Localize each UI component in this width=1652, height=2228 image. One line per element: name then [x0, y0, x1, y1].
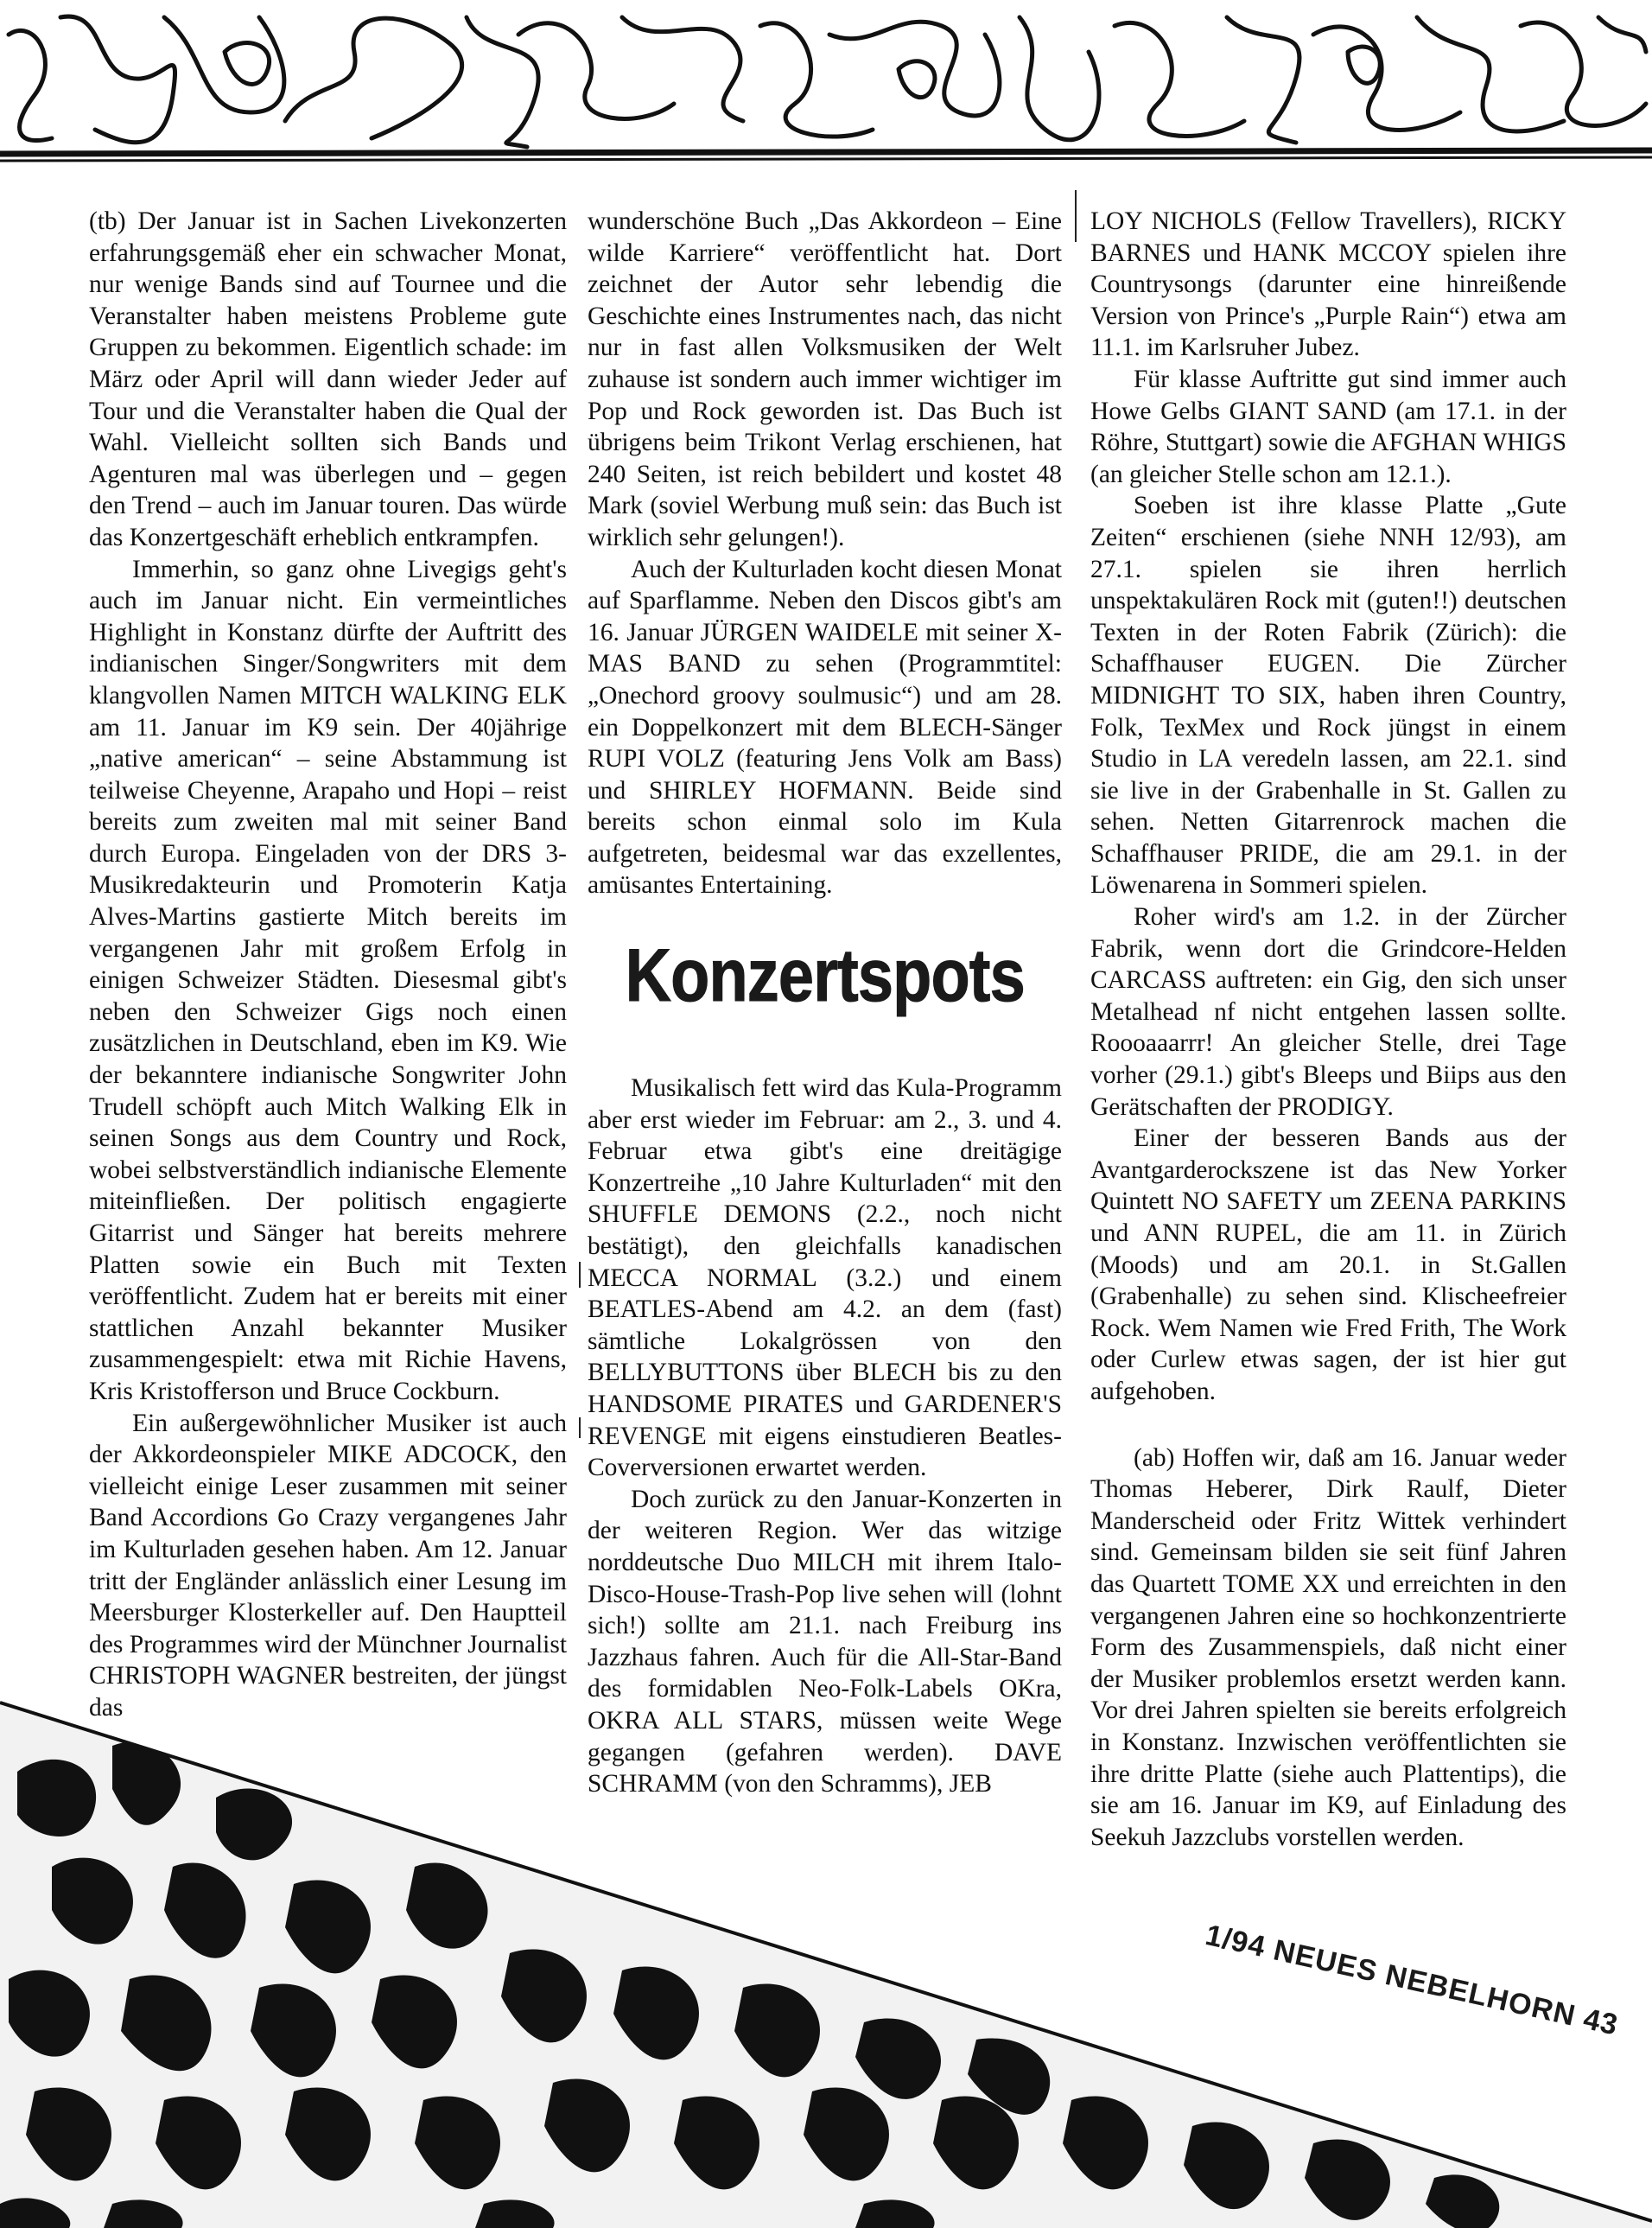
- column-rule-right: [1075, 190, 1077, 242]
- paragraph: Für klasse Auftritte gut sind immer auch Howe Gelbs GIANT SAND (am 17.1. in der Röhre, Stuttgart) sowie die AFGHAN WHIGS (an gleicher Stelle schon am 12.1.).: [1090, 365, 1566, 488]
- column-rule-left: [579, 1262, 581, 1288]
- paragraph: Musikalisch fett wird das Kula-Programm aber erst wieder im Februar: am 2., 3. und 4. Februar etwa gibt's eine dreitägige Konzertreihe „10 Jahre Kulturladen“ mit den SHUFFLE DEMONS (2.2., noch nicht bestätigt), den gleichfalls kanadischen MECCA NORMAL (3.2.) und einem BEATLES-Abend am 4.2. an dem (fast) sämtliche Lokalgrössen von den BELLYBUTTONS über BLECH bis zu den HANDSOME PIRATES und GARDENER'S REVENGE mit eigens einstudieren Beatles-Coverversionen erwartet werden.: [588, 1074, 1062, 1482]
- paragraph: LOY NICHOLS (Fellow Travellers), RICKY BARNES und HANK MCCOY spielen ihre Countrysongs (darunter eine hinreißende Version von Prince's „Purple Rain“) etwa am 11.1. im Karlsruher Jubez.: [1090, 207, 1566, 362]
- paragraph: (ab) Hoffen wir, daß am 16. Januar weder Thomas Heberer, Dirk Raulf, Dieter Manderscheid oder Fritz Wittek verhindert sind. Gemeinsam bilden sie seit fünf Jahren das Quartett TOME XX und erreichten in den vergangenen Jahren eine so hochkonzentrierte Form des Zusammenspiels, daß nicht einer der Musiker problemlos ersetzt werden kann. Vor drei Jahren spielten sie bereits erfolgreich in Konstanz. Inzwischen veröffentlichten sie ihre dritte Platte (siehe auch Plattentips), die sie am 16. Januar im K9, auf Einladung des Seekuh Jazzclubs vorstellen werden.: [1090, 1443, 1566, 1851]
- section-heading: Konzertspots: [625, 934, 1025, 1018]
- section-heading-wrap: [588, 933, 1062, 1019]
- paragraph: Roher wird's am 1.2. in der Zürcher Fabrik, wenn dort die Grindcore-Helden CARCASS auftreten: ein Gig, den sich unser Metalhead nf nicht entgehen lassen sollte. Roooaaarrr! An gleicher Stelle, drei Tage vorher (29.1.) gibt's Bleeps und Biips aus den Gerätschaften der PRODIGY.: [1090, 903, 1566, 1121]
- column-rule-left-lower: [579, 1417, 581, 1438]
- paragraph: Einer der besseren Bands aus der Avantgarderockszene ist das New Yorker Quintett NO SAFETY um ZEENA PARKINS und ANN RUPEL, die am 11. in Zürich (Moods) und am 20.1. in St.Gallen (Grabenhalle) zu sehen sind. Klischeefreier Rock. Wem Namen wie Fred Frith, The Work oder Curlew etwas sagen, der ist hier gut aufgehoben.: [1090, 1124, 1566, 1405]
- header-squiggle-art: [0, 0, 1652, 173]
- paragraph: Auch der Kulturladen kocht diesen Monat auf Sparflamme. Neben den Discos gibt's am 16. Januar JÜRGEN WAIDELE mit seiner X-MAS BAND zu sehen (Programmtitel: „Onechord groovy soulmusic“) und am 28. ein Doppelkonzert mit dem BLECH-Sänger RUPI VOLZ (featuring Jens Volk am Bass) und SHIRLEY HOFMANN. Beide sind bereits schon einmal solo im Kula aufgetreten, beidesmal war das exzellentes, amüsantes Entertaining.: [588, 555, 1062, 900]
- article-column-1: [89, 206, 567, 1724]
- article-column-2: [588, 206, 1062, 1800]
- paragraph: Soeben ist ihre klasse Platte „Gute Zeiten“ erschienen (siehe NNH 12/93), am 27.1. spielen sie ihren herrlich unspektakulären Rock mit (guten!!) deutschen Texten in der Roten Fabrik (Zürich): die Schaffhauser EUGEN. Die Zürcher MIDNIGHT TO SIX, haben ihren Country, Folk, TexMex und Rock jüngst in einem Studio in LA veredeln lassen, am 22.1. sind sie live in der Grabenhalle in St. Gallen zu sehen. Netten Gitarrenrock machen die Schaffhauser PRIDE, die am 29.1. in der Löwenarena in Sommeri spielen.: [1090, 492, 1566, 900]
- page-folio: 1/94 NEUES NEBELHORN 43: [1202, 1919, 1622, 2042]
- paragraph: wunderschöne Buch „Das Akkordeon – Eine wilde Karriere“ veröffentlicht hat. Dort zeichnet der Autor sehr lebendig die Geschichte eines Instrumentes nach, das nicht nur in fast allen Volksmusiken der Welt zuhause ist sondern auch immer wichtiger im Pop und Rock geworden ist. Das Buch ist übrigens beim Trikont Verlag erschienen, hat 240 Seiten, ist reich bebildert und kostet 48 Mark (soviel Werbung muß sein: das Buch ist wirklich sehr gelungen!).: [588, 207, 1062, 551]
- paragraph: (tb) Der Januar ist in Sachen Livekonzerten erfahrungsgemäß eher ein schwacher Monat, nur wenige Bands sind auf Tournee und die Veranstalter haben meistens Probleme gute Gruppen zu bekommen. Eigentlich schade: im März oder April will dann wieder Jeder auf Tour und die Veranstalter haben die Qual der Wahl. Vielleicht sollten sich Bands und Agenturen mal was überlegen und – gegen den Trend – auch im Januar touren. Das würde das Konzertgeschäft erheblich entkrampfen.: [89, 207, 567, 551]
- paragraph: Doch zurück zu den Januar-Konzerten in der weiteren Region. Wer das witzige norddeutsche Duo MILCH mit ihrem Italo-Disco-House-Trash-Pop live sehen will (lohnt sich!) sollte am 21.1. nach Freiburg ins Jazzhaus fahren. Auch für die All-Star-Band des formidablen Neo-Folk-Labels OKra, OKRA ALL STARS, müssen weite Wege gegangen (gefahren werden). DAVE SCHRAMM (von den Schramms), JEB: [588, 1485, 1062, 1798]
- article-column-3: [1090, 206, 1566, 1853]
- paragraph: Ein außergewöhnlicher Musiker ist auch der Akkordeonspieler MIKE ADCOCK, den vielleicht einige Leser zusammen mit seiner Band Accordions Go Crazy vergangenes Jahr im Kulturladen gesehen haben. Am 12. Januar tritt der Engländer anlässlich einer Lesung im Meersburger Klosterkeller auf. Den Hauptteil des Programmes wird der Münchner Journalist CHRISTOPH WAGNER bestreiten, der jüngst das: [89, 1409, 568, 1722]
- paragraph: Immerhin, so ganz ohne Livegigs geht's auch im Januar nicht. Ein vermeintliches Highlight in Konstanz dürfte der Auftritt des indianischen Singer/Songwriters mit dem klangvollen Namen MITCH WALKING ELK am 11. Januar im K9 sein. Der 40jährige „native american“ – seine Abstammung ist teilweise Cheyenne, Arapaho und Hopi – reist bereits zum zweiten mal mit seiner Band durch Europa. Eingeladen von der DRS 3-Musikredakteurin und Promoterin Katja Alves-Martins gastierte Mitch bereits im vergangenen Jahr mit großem Erfolg in einigen Schweizer Städten. Diesesmal gibt's neben den Schweizer Gigs noch einen zusätzlichen in Deutschland, eben im K9. Wie der bekanntere indianische Songwriter John Trudell schöpft auch Mitch Walking Elk in seinen Songs aus dem Country und Rock, wobei selbstverständlich indianische Elemente miteinfließen. Der politisch engagierte Gitarrist und Sänger hat bereits mehrere Platten sowie ein Buch mit Texten veröffentlicht. Zudem hat er bereits mit einer stattlichen Anzahl bekannter Musiker zusammengespielt: etwa mit Richie Havens, Kris Kristofferson und Bruce Cockburn.: [89, 555, 567, 1405]
